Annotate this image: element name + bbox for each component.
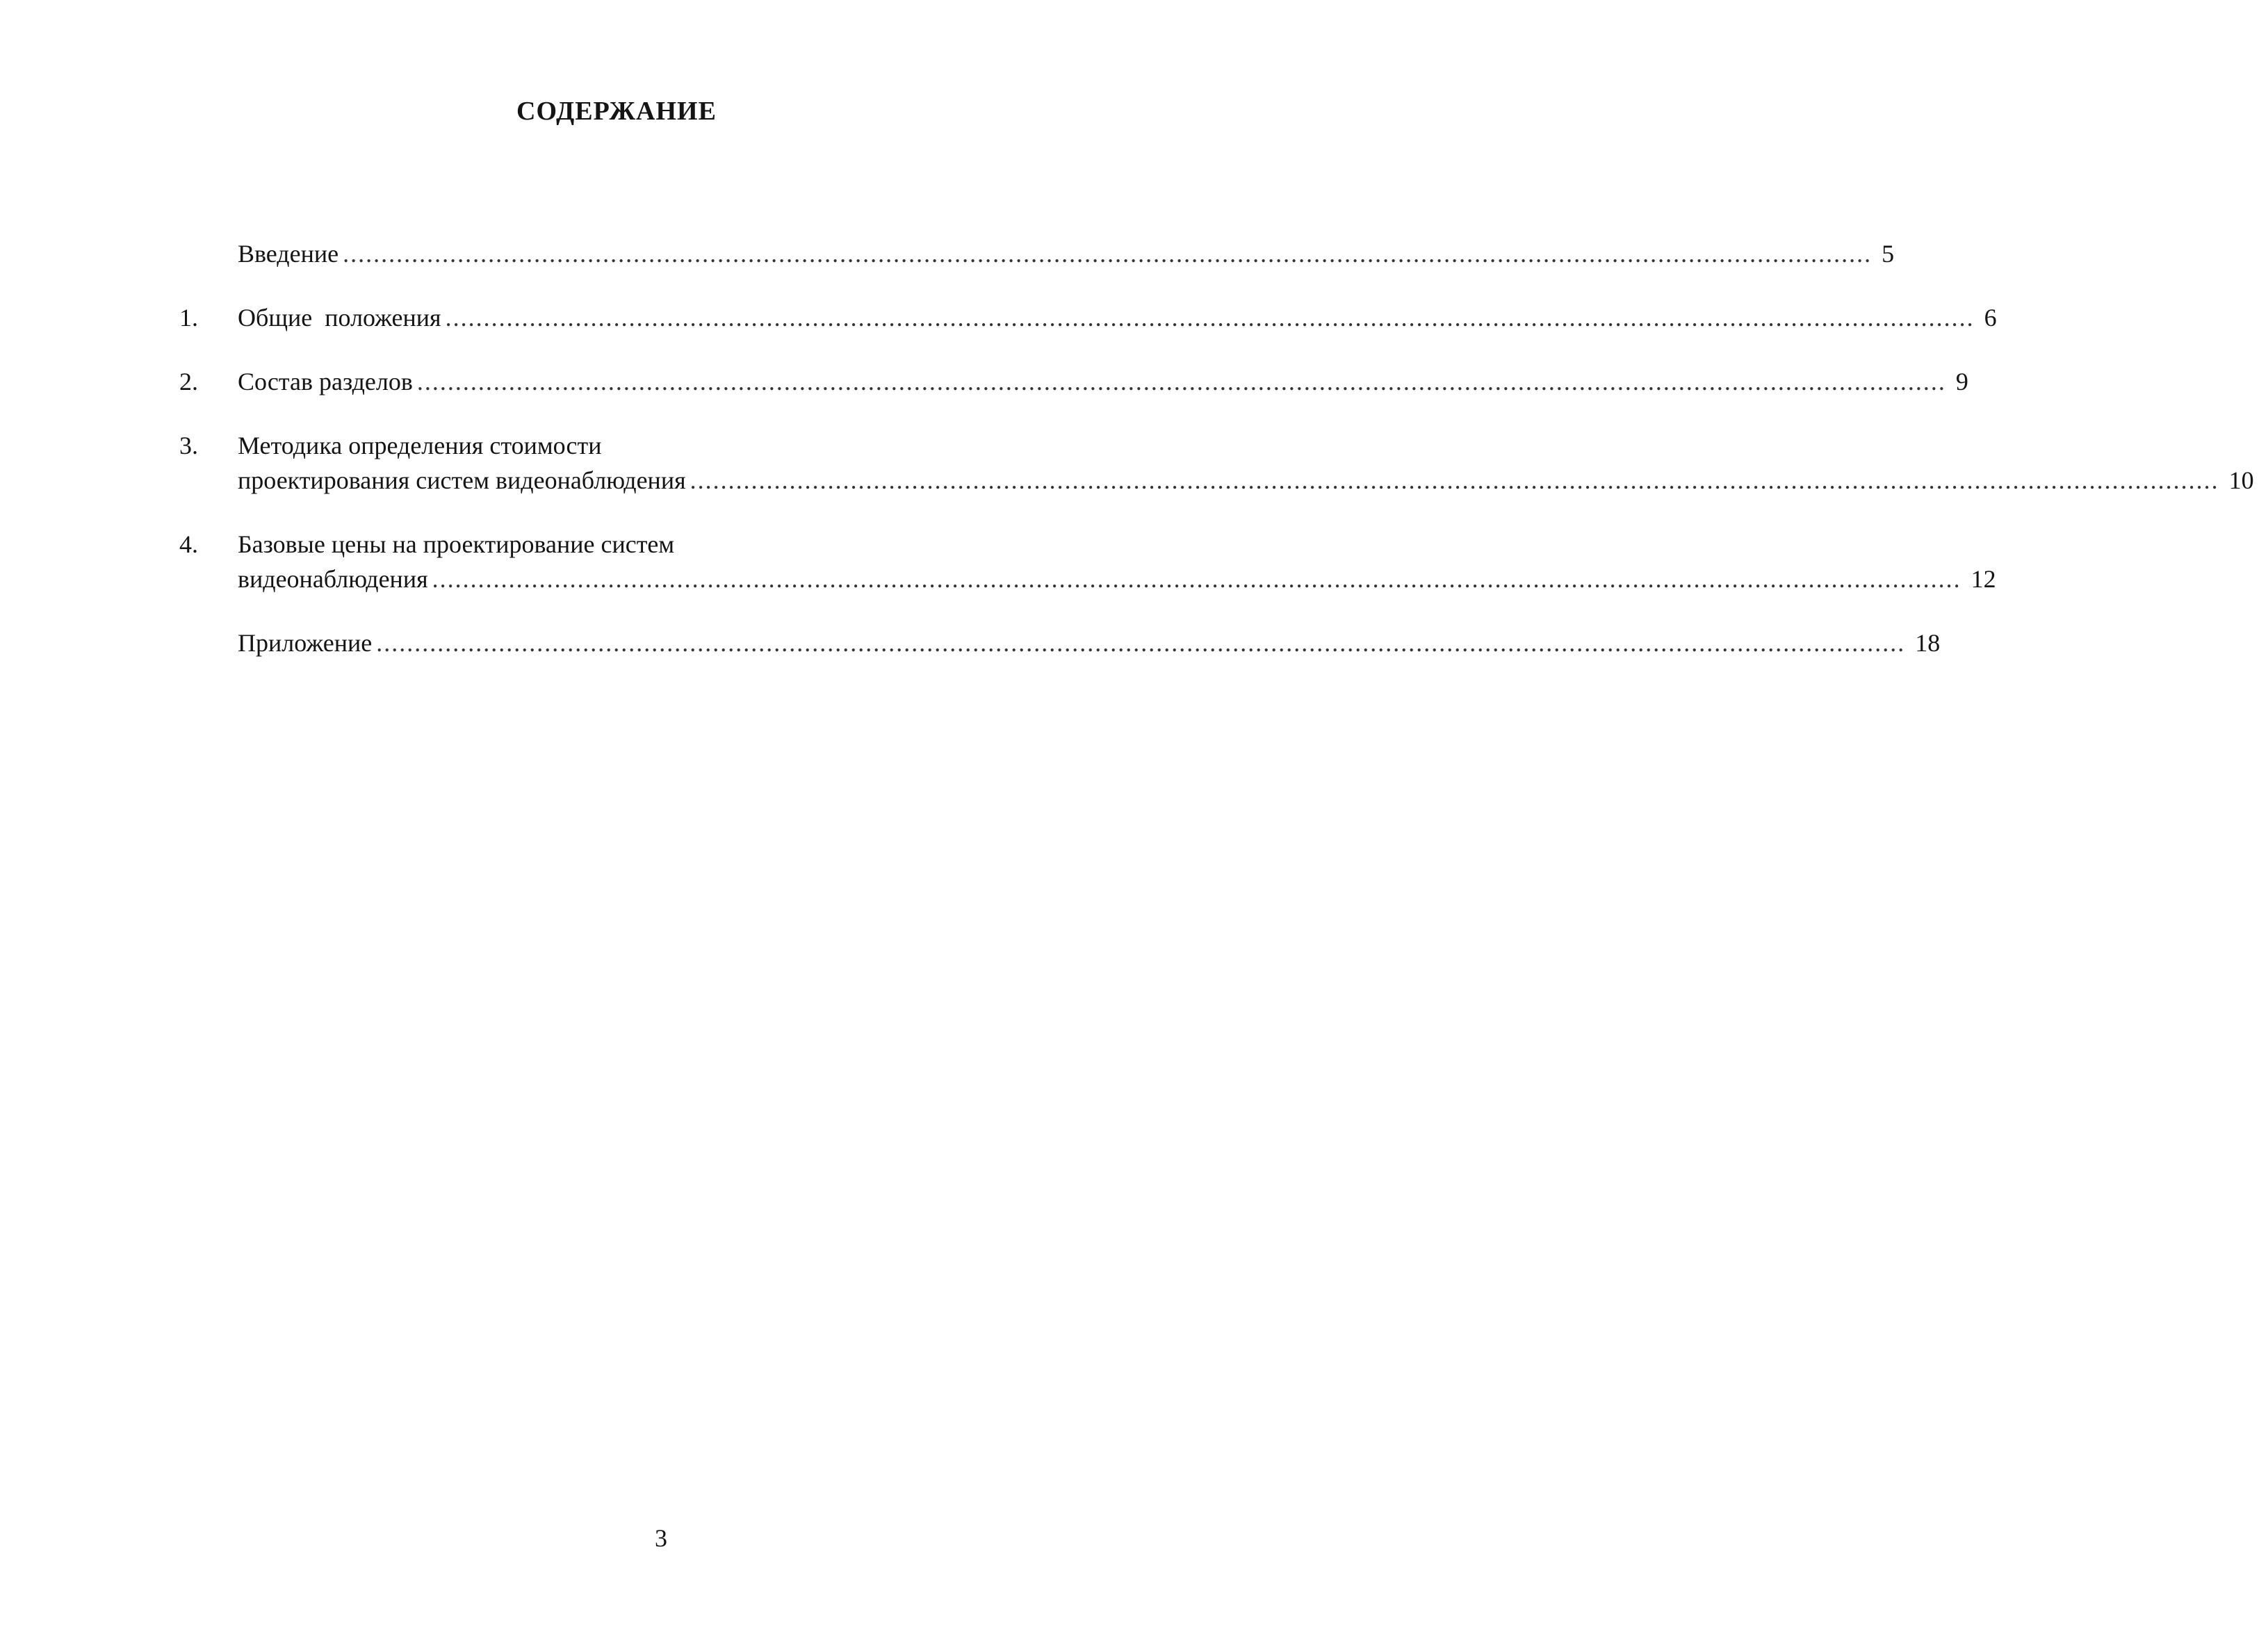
- toc-entry-body: [238, 626, 1954, 660]
- toc-entry-page: 12: [1971, 565, 1996, 593]
- toc-entry-page: 18: [1915, 629, 1941, 657]
- toc-entry-line: [238, 626, 1954, 660]
- toc-entry-title-continued: проектирования систем видеонаблюдения: [238, 466, 686, 494]
- toc-entry-number: 3.: [179, 432, 198, 459]
- toc-entry-title-continued: видеонаблюдения: [238, 565, 428, 593]
- toc-entry-body: [238, 236, 1920, 271]
- toc-entry-title: Приложение: [238, 629, 373, 657]
- toc-entry-title: Общие положения: [238, 304, 441, 332]
- dot-leader: [338, 236, 1876, 271]
- toc-entry-line: [238, 300, 2023, 335]
- toc-entry-appendix: [179, 626, 1941, 660]
- toc-entry-line: [238, 364, 1995, 399]
- toc-entry-line: [238, 562, 2010, 596]
- dot-leader: [686, 463, 2224, 498]
- toc-entry-title: Состав разделов: [238, 368, 413, 395]
- dot-leader: [413, 364, 1950, 399]
- toc-entry-number: 1.: [179, 304, 198, 332]
- toc-entry-body: [238, 527, 2010, 596]
- toc-entry-title: Методика определения стоимости: [238, 432, 602, 459]
- toc-entry-methodology: [179, 428, 2254, 498]
- toc-entry-general: [179, 300, 1997, 335]
- toc-entry-line: [238, 463, 2268, 498]
- dot-leader: [428, 562, 1966, 596]
- toc-entry-line: [238, 428, 2268, 463]
- toc-entry-page: 10: [2228, 466, 2254, 494]
- toc-entry-page: 5: [1882, 240, 1895, 268]
- dot-leader: [441, 300, 1979, 335]
- toc-entry-introduction: [179, 236, 1895, 271]
- toc-entry-title: Базовые цены на проектирование систем: [238, 530, 675, 558]
- page-title: СОДЕРЖАНИЕ: [516, 97, 717, 126]
- toc-entry-body: [238, 364, 1995, 399]
- toc-entry-page: 9: [1955, 368, 1968, 395]
- toc-entry-number: 2.: [179, 368, 198, 395]
- toc-entry-page: 6: [1984, 304, 1997, 332]
- toc-entry-line: [238, 527, 2010, 562]
- toc-entry-line: [238, 236, 1920, 271]
- toc-entry-title: Введение: [238, 240, 339, 268]
- toc-entry-base-prices: [179, 527, 1996, 596]
- toc-entry-body: [238, 428, 2268, 498]
- page-number: 3: [655, 1524, 667, 1552]
- toc-entry-sections: [179, 364, 1968, 399]
- dot-leader: [372, 626, 1909, 660]
- table-of-contents: [179, 236, 2254, 689]
- toc-entry-body: [238, 300, 2023, 335]
- toc-entry-number: 4.: [179, 530, 198, 558]
